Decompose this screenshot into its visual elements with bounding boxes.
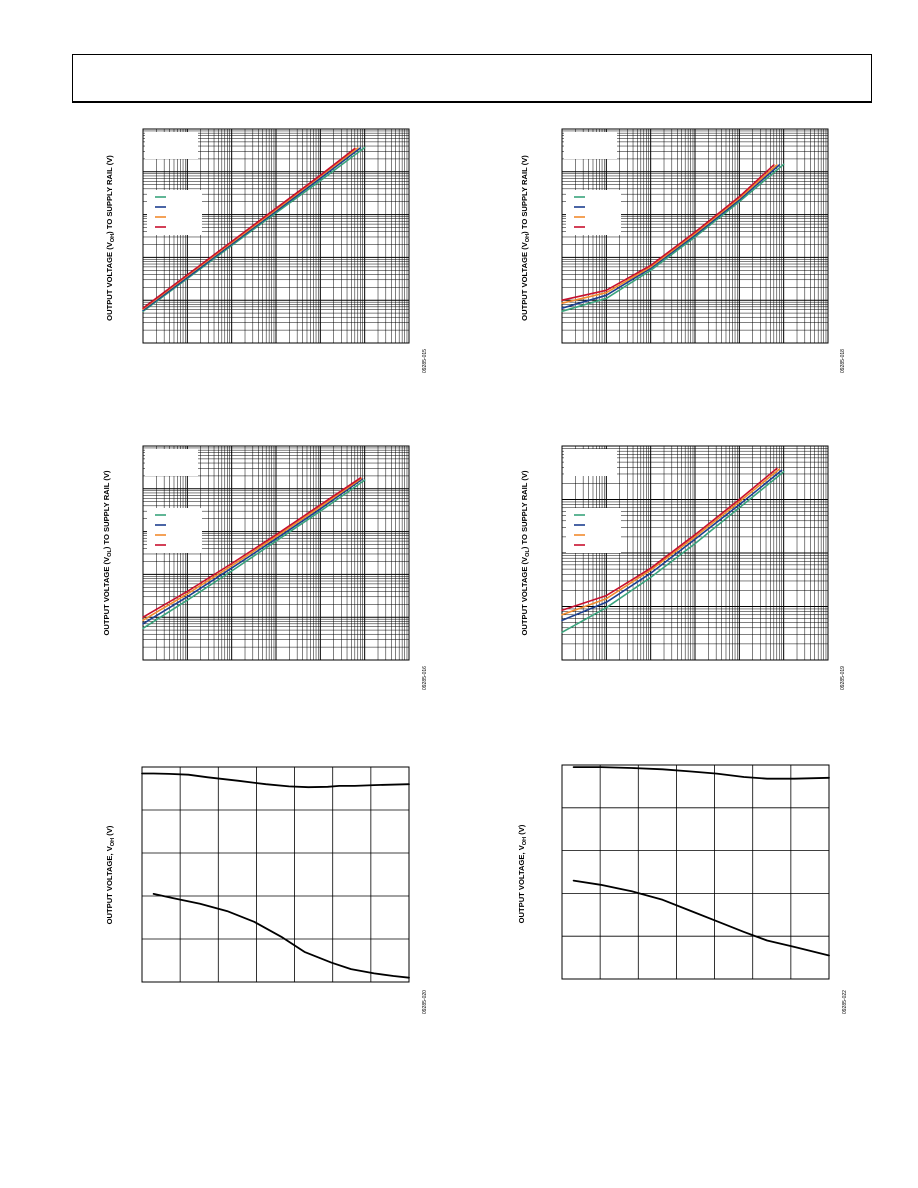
chart-vol-1-figure-id: 09285-016 (422, 666, 428, 690)
chart-voh-lin-2 (513, 760, 853, 1020)
chart-voh-2-series-1 (562, 165, 779, 308)
chart-voh-lin-1-ylabel: OUTPUT VOLTAGE, $V_{OH}$ (V) (105, 825, 116, 925)
chart-voh-1-conditions-box (145, 132, 198, 159)
chart-voh-1-figure-id: 09285-015 (422, 349, 428, 373)
chart-vol-1-series (143, 478, 365, 628)
chart-voh-lin-2-grid (562, 765, 829, 979)
chart-vol-2 (513, 440, 853, 700)
chart-voh-lin-1-frame (142, 767, 409, 982)
chart-voh-2-figure-id: 09285-018 (840, 349, 846, 373)
chart-voh-1-grid (143, 129, 409, 343)
page-header-box (72, 54, 872, 103)
chart-voh-lin-2-frame (562, 765, 829, 979)
chart-voh-2-conditions-box (564, 132, 617, 159)
chart-vol-1-conditions-box (145, 449, 198, 476)
chart-voh-1 (95, 122, 435, 382)
chart-vol-1-ylabel: OUTPUT VOLTAGE $(V_{OL})$ TO SUPPLY RAIL (V) (102, 470, 113, 636)
chart-vol-2-figure-id: 09285-019 (840, 666, 846, 690)
chart-voh-lin-1-grid (142, 767, 409, 982)
chart-voh-lin-1-series-0 (142, 774, 409, 788)
chart-vol-2-ylabel: OUTPUT VOLTAGE $(V_{OL})$ TO SUPPLY RAIL (V) (520, 470, 531, 636)
chart-voh-2-ylabel: OUTPUT VOLTAGE $(V_{OH})$ TO SUPPLY RAIL (V) (520, 155, 531, 321)
chart-voh-1-ylabel: OUTPUT VOLTAGE $(V_{OH})$ TO SUPPLY RAIL (V) (105, 155, 116, 321)
chart-voh-lin-2-ylabel: OUTPUT VOLTAGE, $V_{OH}$ (V) (517, 824, 528, 924)
chart-voh-lin-1-figure-id: 09285-020 (422, 990, 428, 1014)
chart-voh-lin-2-figure-id: 09285-022 (842, 990, 848, 1014)
chart-voh-2-series (562, 164, 784, 311)
chart-voh-lin-1 (95, 760, 435, 1020)
chart-voh-lin-1-series (142, 774, 409, 978)
chart-voh-2 (513, 122, 853, 382)
chart-vol-2-conditions-box (564, 449, 617, 476)
chart-vol-1 (95, 440, 435, 700)
